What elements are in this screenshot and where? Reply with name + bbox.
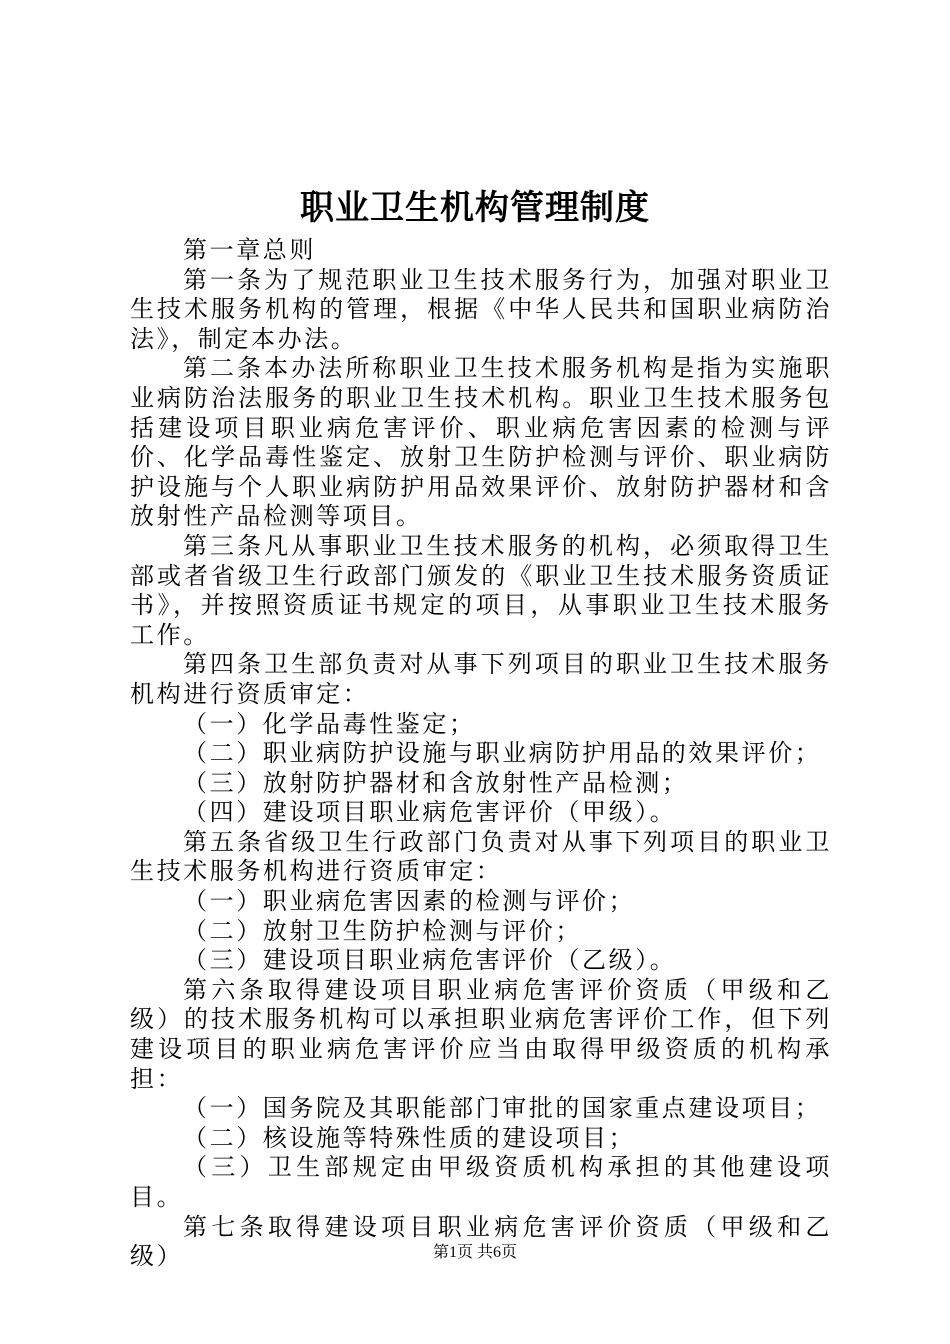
list-item: （一）职业病危害因素的检测与评价；	[183, 887, 636, 916]
list-item: （二）核设施等特殊性质的建设项目；	[183, 1123, 636, 1152]
article-paragraph: 第四条卫生部负责对从事下列项目的职业卫生技术服务机构进行资质审定：	[130, 650, 832, 708]
article-paragraph: 第三条凡从事职业卫生技术服务的机构，必须取得卫生部或者省级卫生行政部门颁发的《职业卫生技术服务资质证书》，并按照资质证书规定的项目，从事职业卫生技术服务工作。	[130, 531, 832, 649]
list-item: （四）建设项目职业病危害评价（甲级）。	[183, 798, 677, 827]
article-paragraph: 第五条省级卫生行政部门负责对从事下列项目的职业卫生技术服务机构进行资质审定：	[130, 827, 832, 886]
article-paragraph: 第六条取得建设项目职业病危害评价资质（甲级和乙级）的技术服务机构可以承担职业病危害评价工作，但下列建设项目的职业病危害评价应当由取得甲级资质的机构承担：	[130, 975, 832, 1093]
article-paragraph: 第二条本办法所称职业卫生技术服务机构是指为实施职业病防治法服务的职业卫生技术机构。职业卫生技术服务包括建设项目职业病危害评价、职业病危害因素的检测与评价、化学品毒性鉴定、放射卫生防护检测与评价、职业病防护设施与个人职业病防护用品效果评价、放射防护器材和含放射性产品检测等项目。	[130, 354, 832, 531]
article-paragraph: 第一条为了规范职业卫生技术服务行为，加强对职业卫生技术服务机构的管理，根据《中华人民共和国职业病防治法》，制定本办法。	[130, 265, 832, 353]
list-item: （一）化学品毒性鉴定；	[183, 709, 476, 738]
list-item: （一）国务院及其职能部门审批的国家重点建设项目；	[183, 1094, 822, 1123]
list-item: （三）卫生部规定由甲级资质机构承担的其他建设项目。	[130, 1153, 832, 1211]
page-footer: 第1页 共6页	[432, 1244, 517, 1261]
list-item: （二）职业病防护设施与职业病防护用品的效果评价；	[183, 739, 822, 768]
list-item: （二）放射卫生防护检测与评价；	[183, 916, 582, 945]
list-item: （三）放射防护器材和含放射性产品检测；	[183, 768, 689, 797]
document-title: 职业卫生机构管理制度	[300, 188, 650, 228]
document-body	[130, 236, 832, 1272]
chapter-heading: 第一章总则	[183, 236, 316, 264]
list-item: （三）建设项目职业病危害评价（乙级）。	[183, 946, 677, 975]
article-paragraph: 第七条取得建设项目职业病危害评价资质（甲级和乙级）	[130, 1212, 832, 1271]
